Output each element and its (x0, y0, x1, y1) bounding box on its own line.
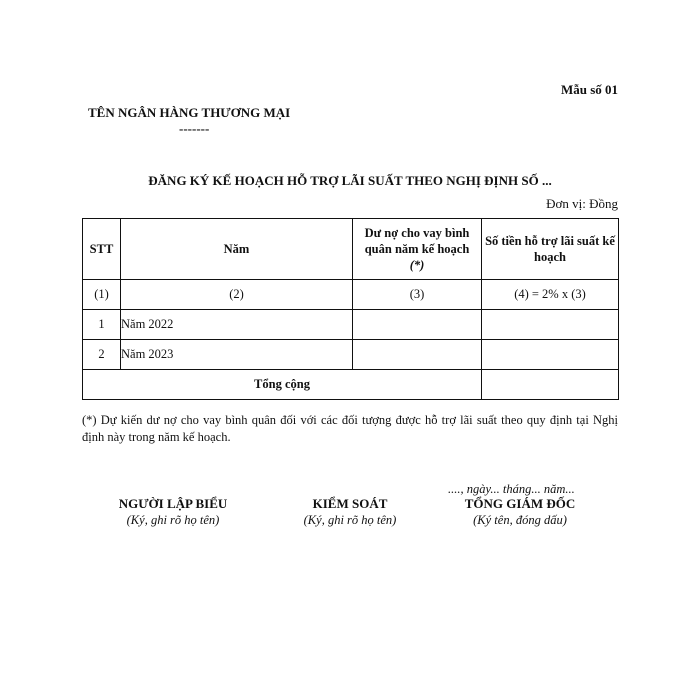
row-support-cell (482, 340, 619, 370)
column-header-support: Số tiền hỗ trợ lãi suất kế hoạch (482, 219, 619, 280)
total-row (83, 370, 619, 400)
total-value-cell (482, 370, 619, 400)
column-header-stt: STT (83, 219, 121, 280)
signing-date-line: ...., ngày... tháng... năm... (448, 482, 575, 496)
interest-support-table (82, 218, 619, 400)
table-row (83, 340, 619, 370)
column-number-row (83, 280, 619, 310)
signature-note: (Ký tên, đóng dấu) (473, 513, 567, 527)
footnote: (*) Dự kiến dư nợ cho vay bình quân đối với các đối tượng được hỗ trợ lãi suất theo quy định tại Nghị định này trong năm kế hoạch. (82, 413, 618, 444)
row-loan-cell (353, 310, 482, 340)
row-loan-cell (353, 340, 482, 370)
signature-note: (Ký, ghi rõ họ tên) (303, 513, 397, 527)
column-header-loan-footnote-mark: (*) (409, 258, 425, 272)
table-row (83, 310, 619, 340)
document-title: ĐĂNG KÝ KẾ HOẠCH HỖ TRỢ LÃI SUẤT THEO NGHỊ ĐỊNH SỐ ... (148, 173, 552, 188)
column-header-loan-text: Dư nợ cho vay bình quân năm kế hoạch (364, 226, 470, 256)
signature-role: KIỂM SOÁT (312, 496, 388, 511)
column-header-year: Năm (121, 219, 353, 280)
row-stt: 1 (83, 310, 121, 340)
signature-role: TỔNG GIÁM ĐỐC (464, 496, 576, 511)
column-number: (4) = 2% x (3) (482, 280, 619, 310)
currency-unit: Đơn vị: Đồng (546, 196, 618, 211)
signature-note: (Ký, ghi rõ họ tên) (126, 513, 220, 527)
row-support-cell (482, 310, 619, 340)
column-number: (1) (83, 280, 121, 310)
bank-name: TÊN NGÂN HÀNG THƯƠNG MẠI (88, 105, 291, 120)
signature-block-preparer (93, 496, 253, 528)
column-header-loan (353, 219, 482, 280)
row-year: Năm 2023 (121, 340, 353, 370)
form-number: Mẫu số 01 (560, 82, 618, 97)
column-number: (3) (353, 280, 482, 310)
bank-name-separator: ------- (179, 121, 210, 136)
signature-block-director (440, 496, 600, 528)
row-year: Năm 2022 (121, 310, 353, 340)
column-number: (2) (121, 280, 353, 310)
signature-role: NGƯỜI LẬP BIỂU (118, 496, 228, 511)
table-header-row (83, 219, 619, 280)
signature-block-controller (270, 496, 430, 528)
total-label: Tổng cộng (83, 370, 482, 400)
row-stt: 2 (83, 340, 121, 370)
